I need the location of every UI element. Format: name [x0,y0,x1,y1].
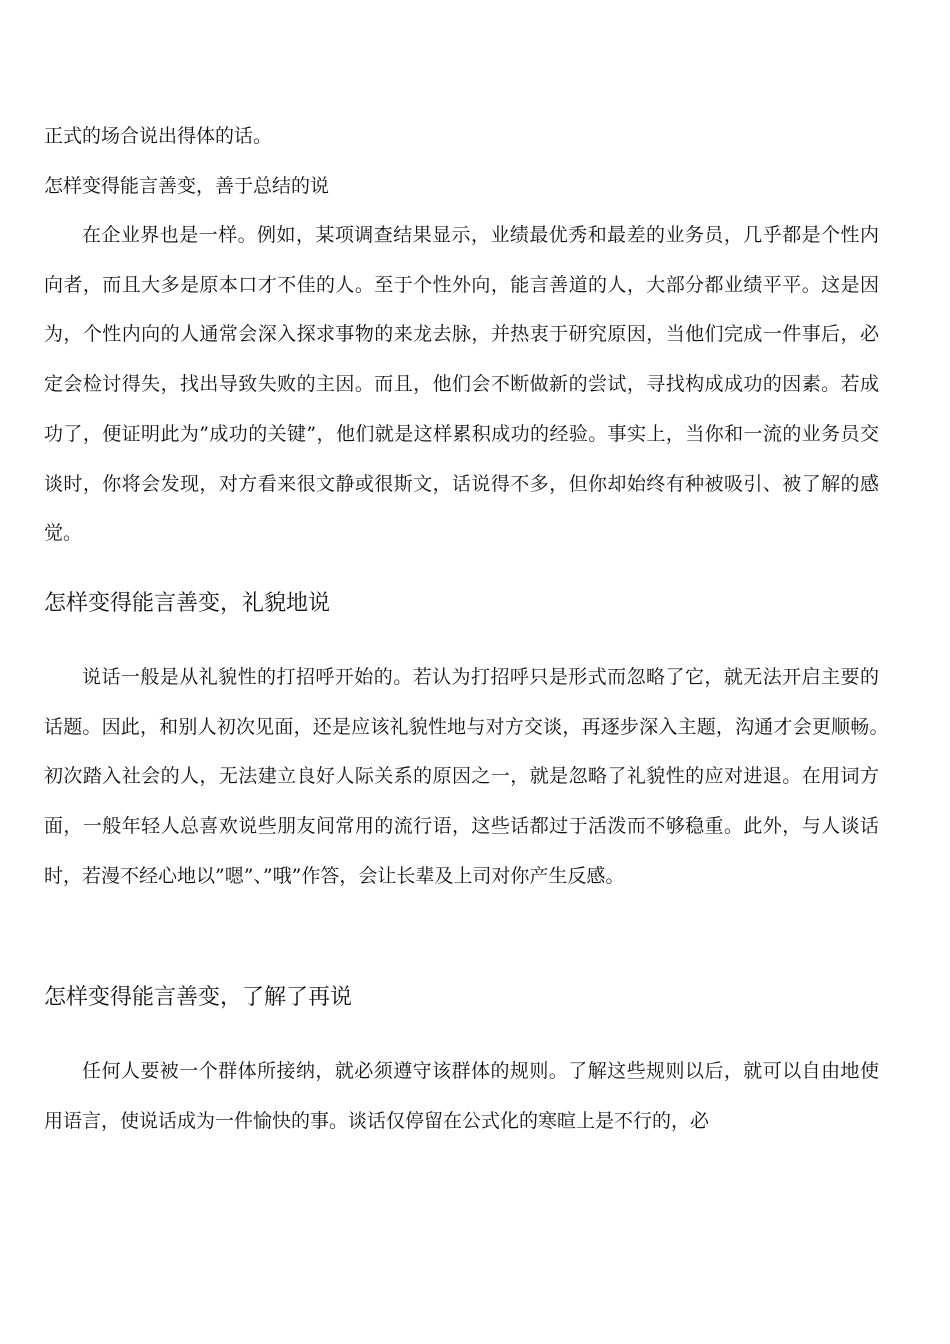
lead-line: 正式的场合说出得体的话。 [44,125,273,147]
body-paragraph-1: 在企业界也是一样。例如，某项调查结果显示，业绩最优秀和最差的业务员，几乎都是个性内向者，而且大多是原本口才不佳的人。至于个性外向，能言善道的人，大部分都业绩平平。这是因为，个性内向的人通常会深入探求事物的来龙去脉，并热衷于研究原因，当他们完成一件事后，必定会检讨得失，找出导致失败的主因。而且，他们会不断做新的尝试，寻找构成成功的因素。若成功了，便证明此为”成功的关键”，他们就是这样累积成功的经验。事实上，当你和一流的业务员交谈时，你将会发现，对方看来很文静或很斯文，话说得不多，但你却始终有种被吸引、被了解的感觉。 [44,224,879,545]
section-heading-2: 怎样变得能言善变，礼貌地说 [44,591,331,616]
body-paragraph-2: 说话一般是从礼貌性的打招呼开始的。若认为打招呼只是形式而忽略了它，就无法开启主要的话题。因此，和别人初次见面，还是应该礼貌性地与对方交谈，再逐步深入主题，沟通才会更顺畅。 初次踏入社会的人，无法建立良好人际关系的原因之一，就是忽略了礼貌性的应对进退。在用词方面，一般年轻人总喜欢说些朋友间常用的流行语，这些话都过于活泼而不够稳重。此外，与人谈话时，若漫不经心地以”嗯”、”哦”作答，会让长辈及上司对你产生反感。 [44,666,899,887]
section-subtitle: 怎样变得能言善变，善于总结的说 [44,175,330,197]
section-heading-3: 怎样变得能言善变，了解了再说 [44,985,353,1010]
body-paragraph-3: 任何人要被一个群体所接纳，就必须遵守该群体的规则。了解这些规则以后，就可以自由地使用语言，使说话成为一件愉快的事。谈话仅停留在公式化的寒暄上是不行的，必 [44,1060,879,1132]
